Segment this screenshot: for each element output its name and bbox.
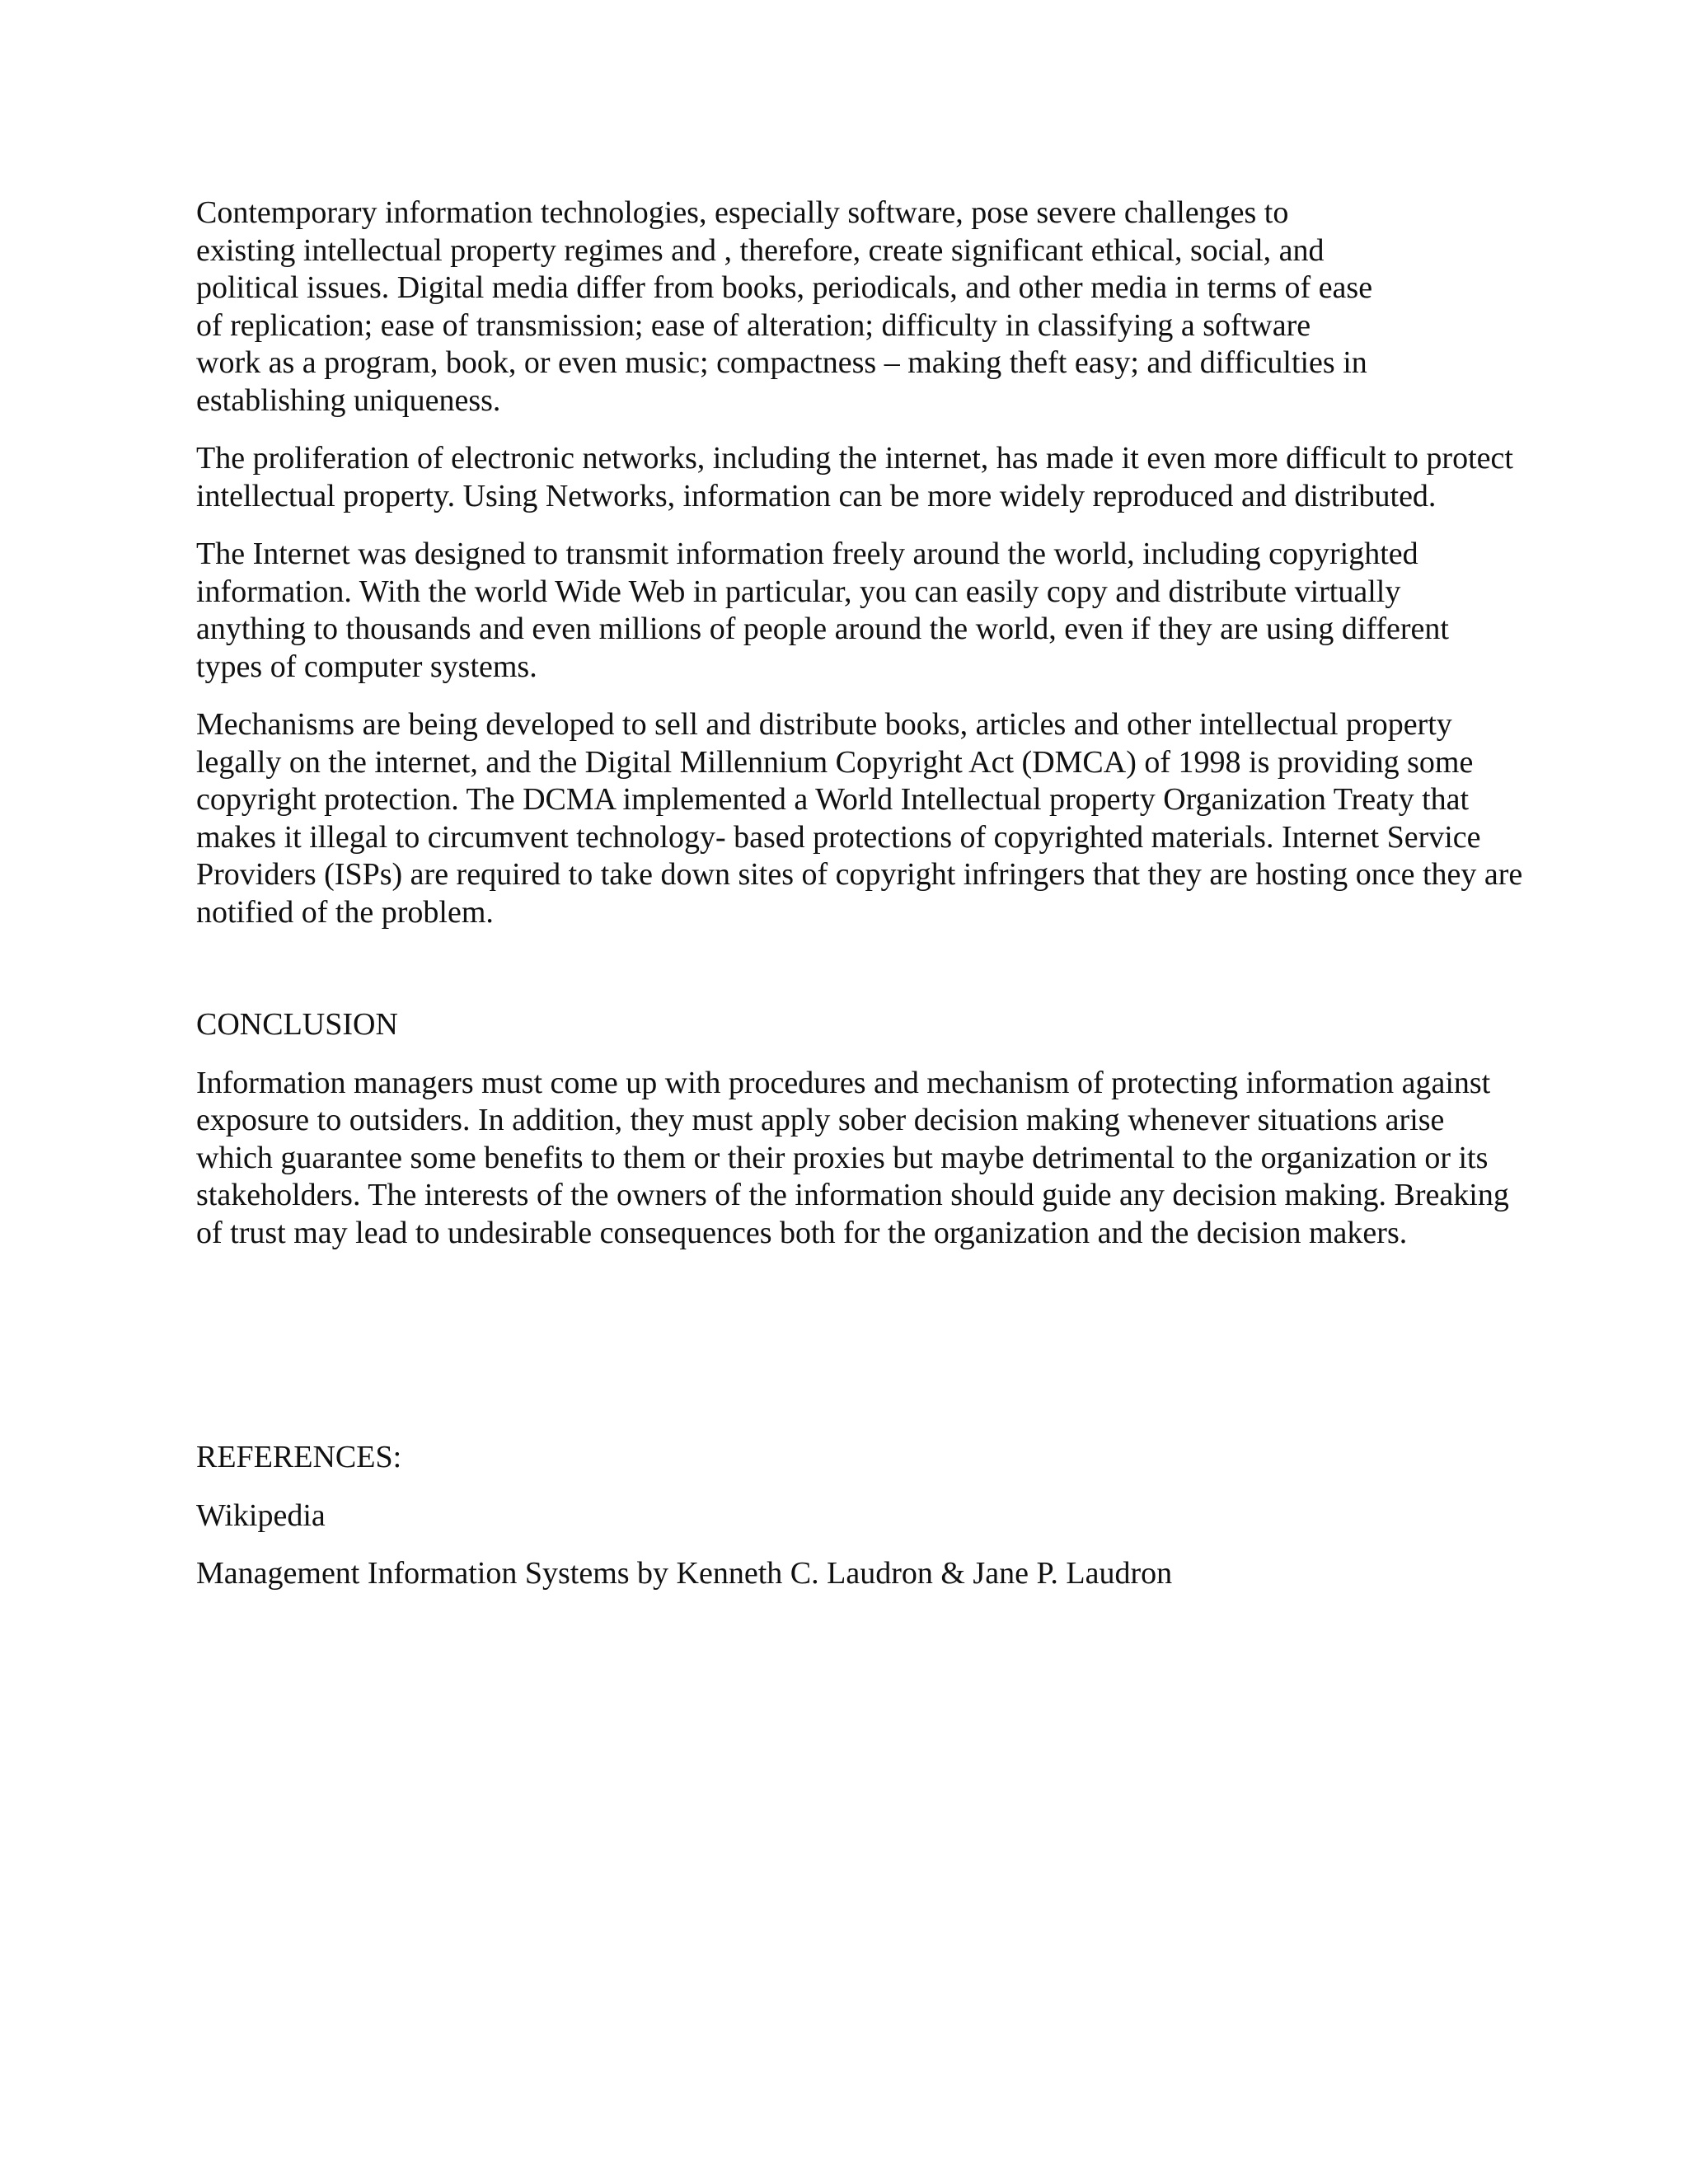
paragraph-line: copyright protection. The DCMA implemented a World Intellectual property Organization Treaty that (196, 782, 1470, 817)
reference-item-wikipedia: Wikipedia (196, 1497, 326, 1533)
paragraph-conclusion (196, 1065, 1614, 1253)
conclusion-heading: CONCLUSION (196, 1007, 398, 1042)
paragraph-line: exposure to outsiders. In addition, they must apply sober decision making whenever situations arise (196, 1103, 1445, 1137)
paragraph-line: which guarantee some benefits to them or their proxies but maybe detrimental to the organization or its (196, 1140, 1489, 1175)
paragraph-dmca (196, 706, 1614, 931)
paragraph-line: information. With the world Wide Web in particular, you can easily copy and distribute virtually (196, 574, 1401, 609)
paragraph-line: political issues. Digital media differ from books, periodicals, and other media in terms of ease (196, 270, 1373, 305)
paragraph-line: notified of the problem. (196, 894, 494, 930)
paragraph-line: of replication; ease of transmission; ease of alteration; difficulty in classifying a software (196, 307, 1311, 343)
paragraph-line: establishing uniqueness. (196, 382, 501, 418)
paragraph-line: Contemporary information technologies, especially software, pose severe challenges to (196, 195, 1289, 230)
paragraph-line: Mechanisms are being developed to sell and distribute books, articles and other intellectual property (196, 707, 1452, 742)
paragraph-line: of trust may lead to undesirable consequences both for the organization and the decision makers. (196, 1215, 1408, 1250)
paragraph-line: work as a program, book, or even music; compactness – making theft easy; and difficulties in (196, 345, 1367, 380)
paragraph-digital-media (196, 194, 1614, 419)
paragraph-line: The Internet was designed to transmit information freely around the world, including copyrighted (196, 537, 1418, 571)
paragraph-line: Information managers must come up with procedures and mechanism of protecting information against (196, 1065, 1491, 1100)
paragraph-line: existing intellectual property regimes and , therefore, create significant ethical, social, and (196, 232, 1325, 268)
paragraph-line: anything to thousands and even millions of people around the world, even if they are using different (196, 612, 1449, 646)
reference-item-mis-book: Management Information Systems by Kenneth C. Laudron & Jane P. Laudron (196, 1556, 1173, 1591)
paragraph-line: The proliferation of electronic networks, including the internet, has made it even more difficult to protect (196, 441, 1513, 476)
paragraph-line: stakeholders. The interests of the owners of the information should guide any decision making. Breaking (196, 1178, 1509, 1212)
document-body (196, 194, 1614, 1614)
paragraph-electronic-networks (196, 440, 1614, 515)
references-heading: REFERENCES: (196, 1440, 402, 1474)
paragraph-line: legally on the internet, and the Digital Millennium Copyright Act (DMCA) of 1998 is providing some (196, 744, 1474, 780)
paragraph-internet-design (196, 536, 1614, 686)
paragraph-line: intellectual property. Using Networks, information can be more widely reproduced and distributed. (196, 478, 1437, 513)
paragraph-line: Providers (ISPs) are required to take down sites of copyright infringers that they are hosting once they are (196, 857, 1523, 892)
paragraph-line: makes it illegal to circumvent technology- based protections of copyrighted materials. Internet Service (196, 819, 1481, 855)
paragraph-line: types of computer systems. (196, 649, 537, 684)
